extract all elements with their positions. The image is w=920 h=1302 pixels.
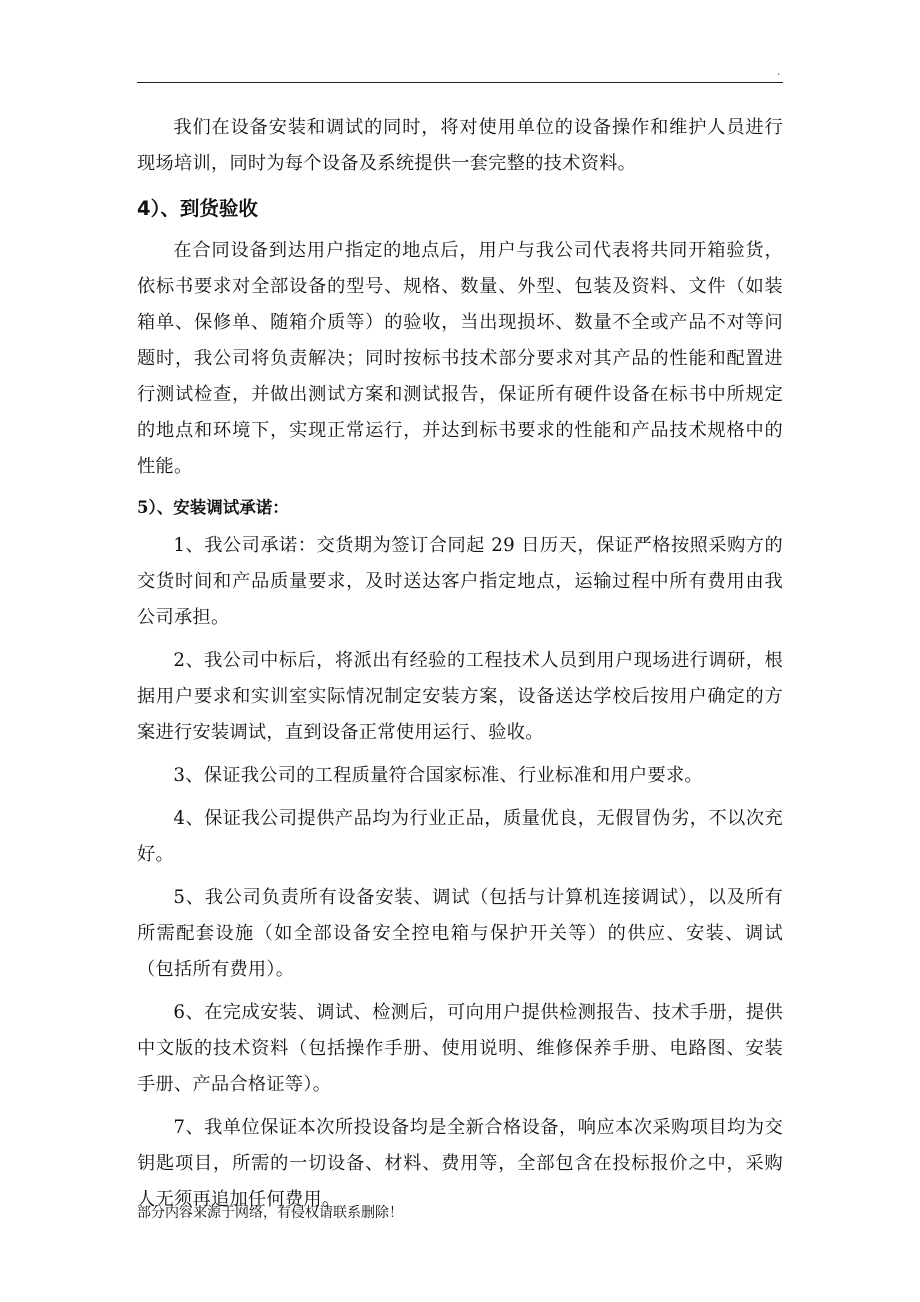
section-4-paragraph: 在合同设备到达用户指定的地点后，用户与我公司代表将共同开箱验货，依标书要求对全部设备的型号、规格、数量、外型、包装及资料、文件（如装箱单、保修单、随箱介质等）的验收，当出现损坏、数量不全或产品不对等问题时，我公司将负责解决；同时按标书技术部分要求对其产品的性能和配置进行测试检查，并做出测试方案和测试报告，保证所有硬件设备在标书中所规定的地点和环境下，实现正常运行，并达到标书要求的性能和产品技术规格中的性能。 <box>137 240 783 477</box>
section-4-heading: 4）、到货验收 <box>137 197 258 220</box>
commitment-item-7: 7、我单位保证本次所投设备均是全新合格设备，响应本次采购项目均为交钥匙项目，所需的一切设备、材料、费用等，全部包含在投标报价之中，采购人无须再追加任何费用。 <box>137 1117 783 1210</box>
header-rule <box>137 82 783 83</box>
commitment-item-2: 2、我公司中标后，将派出有经验的工程技术人员到用户现场进行调研，根据用户要求和实训室实际情况制定安装方案，设备送达学校后按用户确定的方案进行安装调试，直到设备正常使用运行、验收。 <box>137 650 783 743</box>
header-dot: . <box>777 65 781 78</box>
commitment-item-3: 3、保证我公司的工程质量符合国家标准、行业标准和用户要求。 <box>173 765 703 786</box>
section-5-heading: 5）、安装调试承诺： <box>137 498 289 517</box>
commitment-item-6: 6、在完成安装、调试、检测后，可向用户提供检测报告、技术手册，提供中文版的技术资料（包括操作手册、使用说明、维修保养手册、电路图、安装手册、产品合格证等）。 <box>137 1002 783 1095</box>
commitment-item-1: 1、我公司承诺：交货期为签订合同起 29 日历天，保证严格按照采购方的交货时间和产品质量要求，及时送达客户指定地点，运输过程中所有费用由我公司承担。 <box>137 535 783 628</box>
commitment-item-4: 4、保证我公司提供产品均为行业正品，质量优良，无假冒伪劣，不以次充好。 <box>137 808 783 865</box>
intro-paragraph: 我们在设备安装和调试的同时，将对使用单位的设备操作和维护人员进行现场培训，同时为每个设备及系统提供一套完整的技术资料。 <box>137 117 783 174</box>
commitment-item-5: 5、我公司负责所有设备安装、调试（包括与计算机连接调试），以及所有所需配套设施（如全部设备安全控电箱与保护开关等）的供应、安装、调试（包括所有费用）。 <box>137 887 783 980</box>
document-body <box>137 110 783 1225</box>
footer-disclaimer: 部分内容来源于网络，有侵权请联系删除！ <box>137 1205 403 1221</box>
